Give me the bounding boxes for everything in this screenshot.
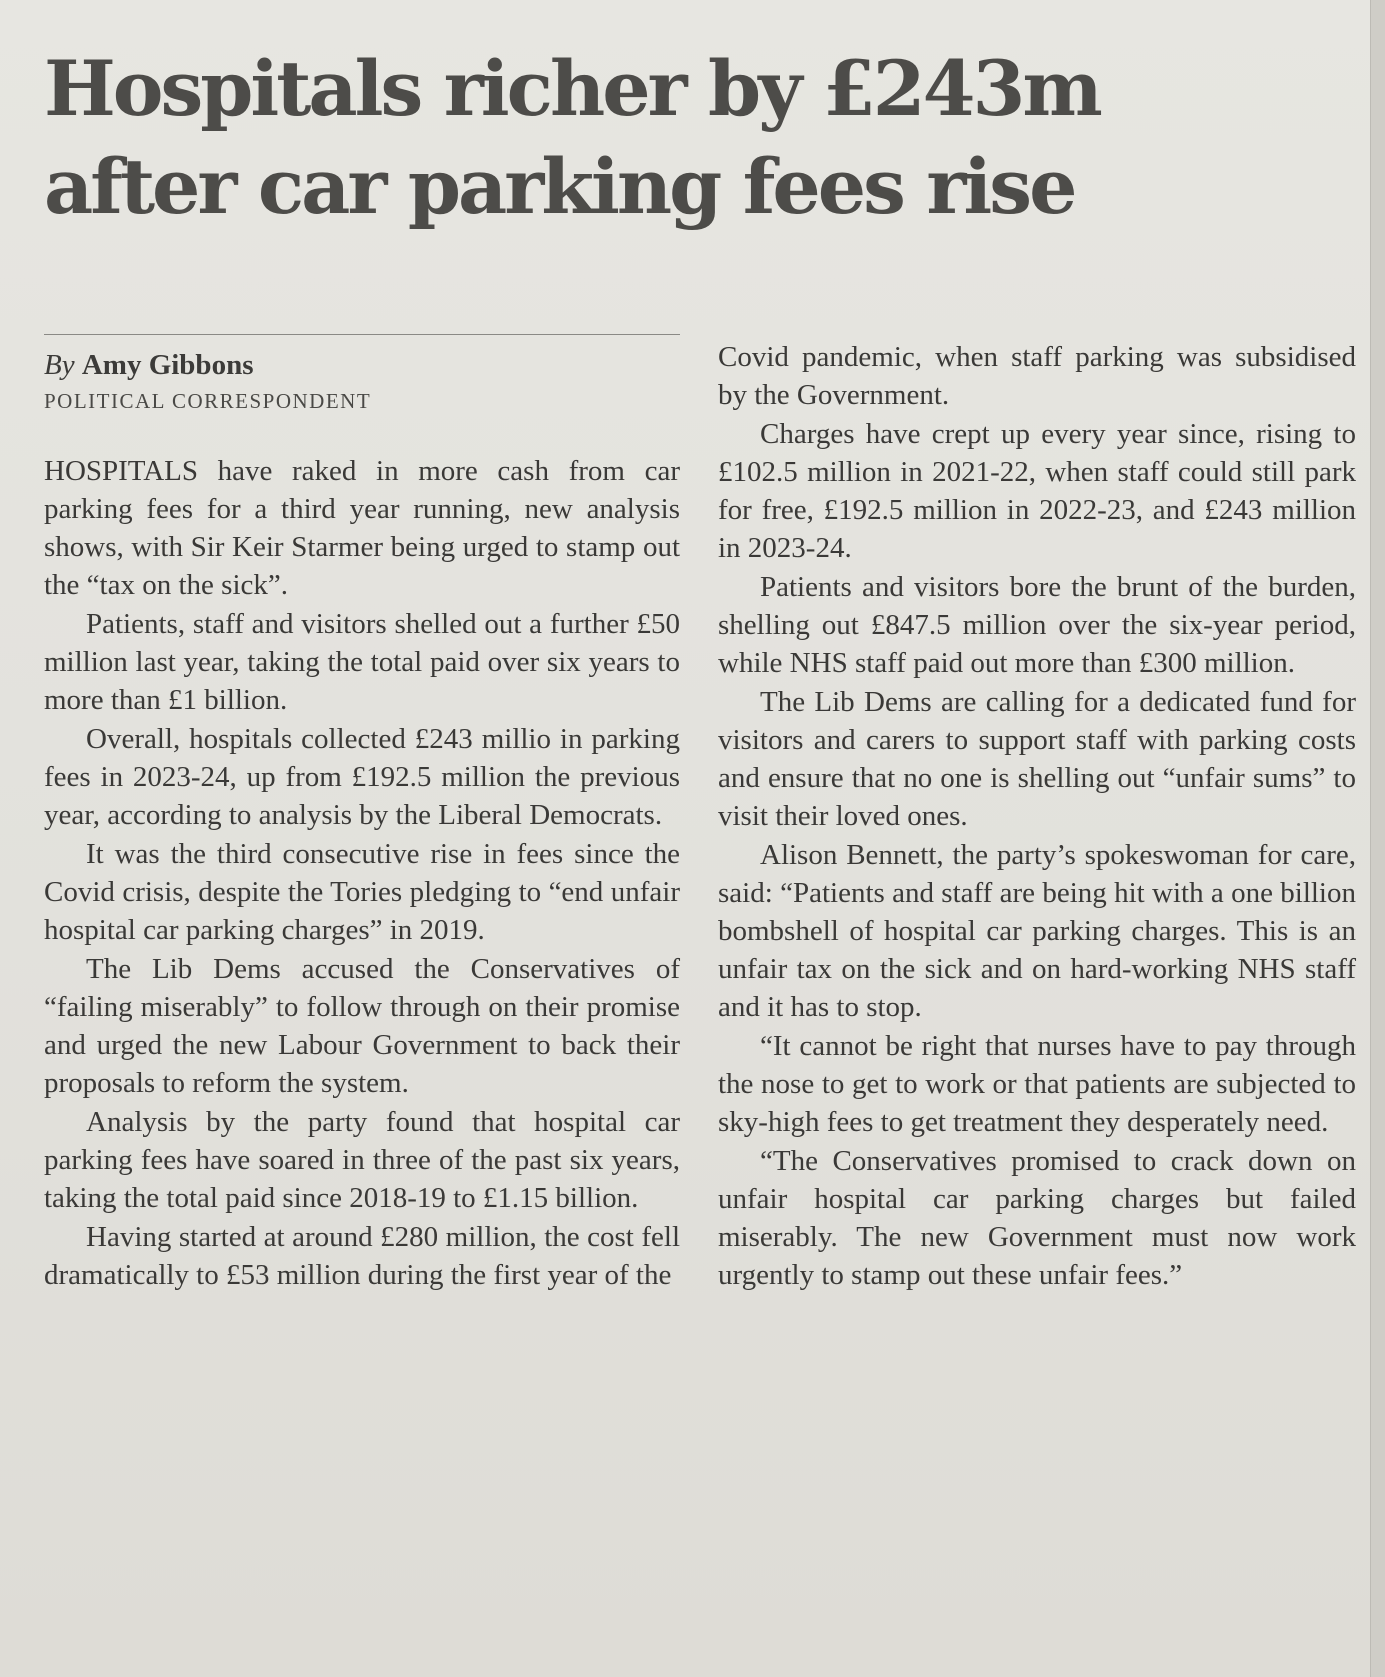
byline xyxy=(44,346,680,418)
paragraph: “The Conservatives promised to crack down on unfair hospital car parking charges but failed miserably. The new Government must now work urgently to stamp out these unfair fees.” xyxy=(718,1145,1356,1291)
headline-line-2: after car parking fees rise xyxy=(44,142,1075,231)
paragraph: It was the third consecutive rise in fees since the Covid crisis, despite the Tories pledging to “end unfair hospital car parking charges” in 2019. xyxy=(44,838,680,946)
paragraph: Charges have crept up every year since, rising to £102.5 million in 2021-22, when staff could still park for free, £192.5 million in 2022-23, and £243 million in 2023-24. xyxy=(718,418,1356,564)
byline-author-line xyxy=(44,346,680,384)
byline-divider xyxy=(44,334,680,335)
author-role: POLITICAL CORRESPONDENT xyxy=(44,389,372,413)
paragraph: Overall, hospitals collected £243 millio in parking fees in 2023-24, up from £192.5 million the previous year, according to analysis by the Liberal Democrats. xyxy=(44,723,680,831)
paragraph: Having started at around £280 million, the cost fell dramatically to £53 million during the first year of the xyxy=(44,1221,680,1291)
paragraph: Covid pandemic, when staff parking was subsidised by the Government. xyxy=(718,341,1356,411)
article-column-left xyxy=(44,452,680,1295)
author-name: Amy Gibbons xyxy=(81,349,254,381)
paragraph: Alison Bennett, the party’s spokeswoman for care, said: “Patients and staff are being hit with a one billion bombshell of hospital car parking charges. This is an unfair tax on the sick and on hard-working NHS staff and it has to stop. xyxy=(718,839,1356,1023)
headline xyxy=(44,40,1354,236)
paragraph: The Lib Dems are calling for a dedicated fund for visitors and carers to support staff with parking costs and ensure that no one is shelling out “unfair sums” to visit their loved ones. xyxy=(718,686,1356,832)
paragraph: Patients and visitors bore the brunt of the burden, shelling out £847.5 million over the six-year period, while NHS staff paid out more than £300 million. xyxy=(718,571,1356,679)
article-column-right xyxy=(718,338,1356,1295)
paragraph: Analysis by the party found that hospital car parking fees have soared in three of the past six years, taking the total paid since 2018-19 to £1.15 billion. xyxy=(44,1106,680,1214)
headline-line-1: Hospitals richer by £243m xyxy=(44,44,1100,133)
paragraph: Patients, staff and visitors shelled out a further £50 million last year, taking the total paid over six years to more than £1 billion. xyxy=(44,608,680,716)
paragraph: The Lib Dems accused the Conservatives of “failing miserably” to follow through on their promise and urged the new Labour Government to back their proposals to reform the system. xyxy=(44,953,680,1099)
paragraph: HOSPITALS have raked in more cash from car parking fees for a third year running, new analysis shows, with Sir Keir Starmer being urged to stamp out the “tax on the sick”. xyxy=(44,455,680,601)
paragraph: “It cannot be right that nurses have to pay through the nose to get to work or that patients are subjected to sky-high fees to get treatment they desperately need. xyxy=(718,1030,1356,1138)
clipping-edge xyxy=(1370,0,1385,1677)
byline-prefix: By xyxy=(44,349,75,381)
